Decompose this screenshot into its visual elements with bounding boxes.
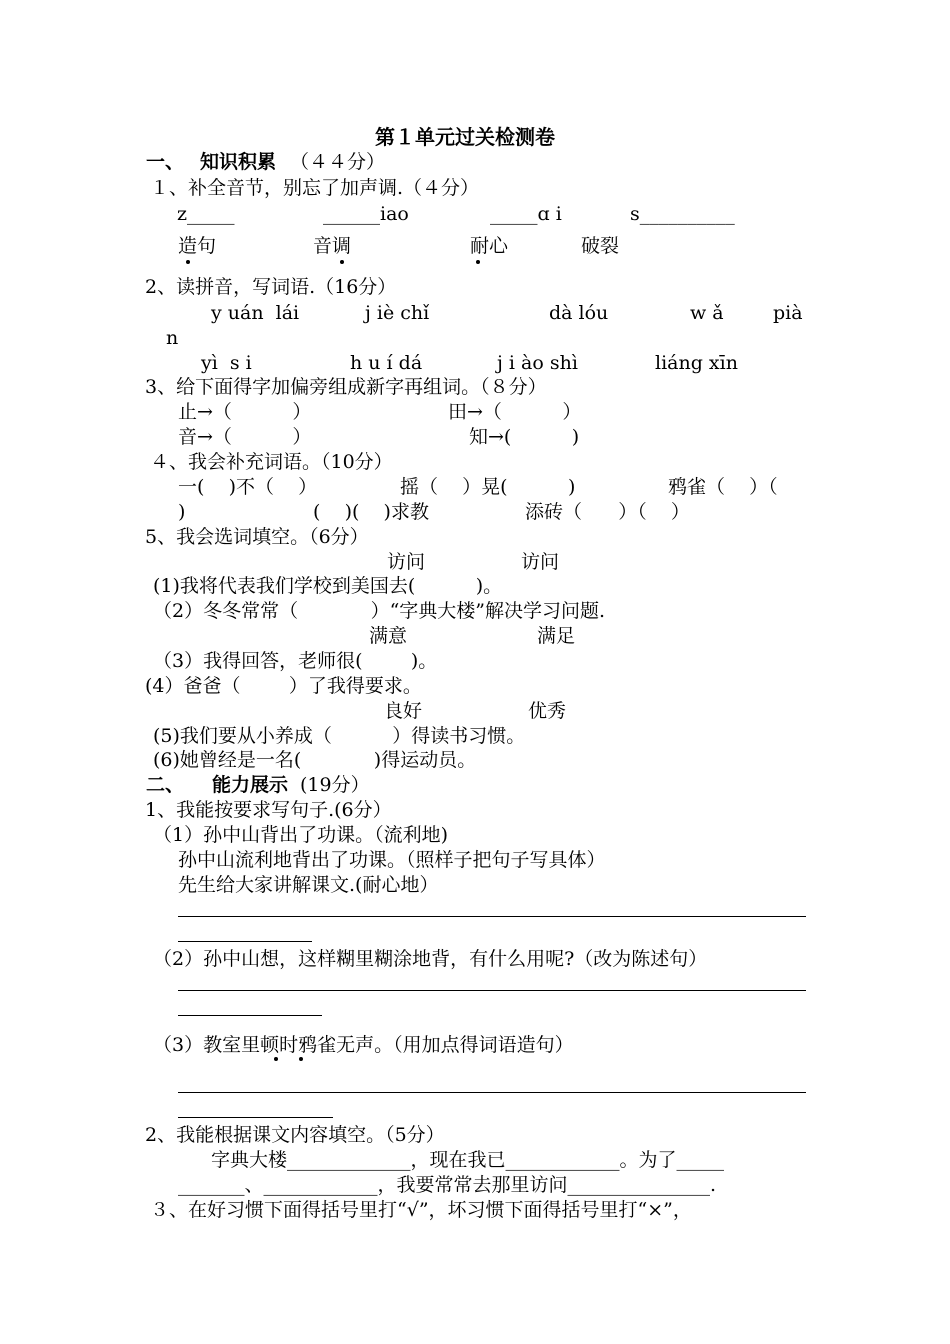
q5-choice1-b: 访问 [521,551,560,573]
q1-word-4: 破裂 [581,235,620,257]
q3-item-2: 田→（ ） [448,401,582,423]
q5-choice3-b: 优秀 [528,700,567,722]
q3-prompt: 3、给下面得字加偏旁组成新字再组词。（８分） [145,376,547,398]
part1-heading-text: 知识积累 [200,151,277,173]
p2-q1-prompt: 1、我能按要求写句子.(6分） [145,799,392,821]
q1-word-1: 造句 [178,235,217,257]
p2-q2-line2: _______、____________，我要常常去那里访问_______________. [178,1174,717,1196]
answer-line [178,1015,322,1016]
q2-pinyin-2: j iè chǐ [365,302,430,324]
answer-line [178,1117,333,1118]
q5-sentence-1: (1)我将代表我们学校到美国去( )。 [153,575,503,597]
q4-row2-c: 添砖（ ）（ ） [525,501,690,523]
q4-row1-b: 摇（ ）晃( ) [400,476,576,498]
q2-pinyin-1: y uán lái [211,302,300,324]
q5-prompt: 5、我会选词填空。（6分） [145,526,369,548]
page-title: 第１单元过关检测卷 [375,125,555,149]
answer-line [178,1092,806,1093]
answer-line [178,916,806,917]
q4-row1-a: 一( )不（ ） [178,476,318,498]
p2-q1-example-answer: 孙中山流利地背出了功课。（照样子把句子写具体） [178,849,606,871]
part1-heading-number: 一、 [146,151,185,173]
q4-row1-c: 鸦雀（ ）（ [668,476,778,498]
q4-prompt: ４、我会补充词语。（10分） [150,451,393,473]
q5-choice2-b: 满足 [537,625,576,647]
q4-row2-a: ) [178,501,186,523]
emphasis-dot [340,260,344,264]
q5-sentence-3: （3）我得回答，老师很( )。 [153,650,438,672]
q5-sentence-4: (4）爸爸（ ）了我得要求。 [145,675,422,697]
q1-blank-4: s__________ [630,203,735,225]
q5-sentence-6: (6)她曾经是一名( )得运动员。 [153,749,477,771]
q5-choice2-a: 满意 [369,625,408,647]
q5-sentence-2: （2）冬冬常常（ ）“字典大楼”解决学习问题. [153,600,606,622]
emphasis-dot [476,260,480,264]
p2-q1-part2: （2）孙中山想，这样糊里糊涂地背，有什么用呢?（改为陈述句） [153,948,708,970]
q5-choice1-a: 访问 [387,551,426,573]
q2-pinyin-8: j i ào shì [497,352,578,374]
p2-q1-task: 先生给大家讲解课文.(耐心地） [178,874,439,896]
q4-row2-b: ( )( )求教 [313,501,429,523]
part2-heading-score: (19分） [300,774,370,796]
emphasis-dot [299,1057,303,1061]
q2-pinyin-3: dà lóu [549,302,609,324]
q2-pinyin-9: liáng xīn [655,352,738,374]
answer-line [178,941,312,942]
q1-blank-1: z_____ [177,203,235,225]
q3-item-1: 止→（ ） [178,401,312,423]
q2-pinyin-5: pià [773,302,803,324]
q2-pinyin-6: yì s i [201,352,252,374]
q5-sentence-5: (5)我们要从小养成（ ）得读书习惯。 [153,725,526,747]
q1-blank-3: _____ɑ i [490,203,562,225]
p2-q1-example: （1）孙中山背出了功课。（流利地) [153,824,449,846]
q2-pinyin-wrap: n [166,327,179,349]
part2-heading-number: 二、 [146,774,185,796]
q2-pinyin-4: w ǎ [690,302,724,324]
q3-item-4: 知→( ) [469,426,580,448]
q1-word-3: 耐心 [470,235,509,257]
q2-pinyin-7: h u í dá [350,352,423,374]
q1-blank-2: ______iao [323,203,409,225]
q1-prompt: １、补全音节，别忘了加声调.（４分） [150,177,480,199]
answer-line [178,990,806,991]
part2-heading-text: 能力展示 [212,774,289,796]
emphasis-dot [186,260,190,264]
q1-word-2: 音调 [313,235,352,257]
p2-q1-part3: （3）教室里顿时鸦雀无声。（用加点得词语造句） [153,1034,574,1056]
p2-q3-prompt: ３、在好习惯下面得括号里打“√”，坏习惯下面得括号里打“×”， [150,1199,692,1221]
q3-item-3: 音→（ ） [178,426,312,448]
q2-prompt: 2、读拼音，写词语.（16分） [145,276,397,298]
part1-heading-score: （４４分） [290,151,386,173]
p2-q2-prompt: 2、我能根据课文内容填空。（5分） [145,1124,445,1146]
q5-choice3-a: 良好 [384,700,423,722]
emphasis-dot [274,1057,278,1061]
p2-q2-line1: 字典大楼_____________，现在我已____________。为了_____ [211,1149,725,1171]
